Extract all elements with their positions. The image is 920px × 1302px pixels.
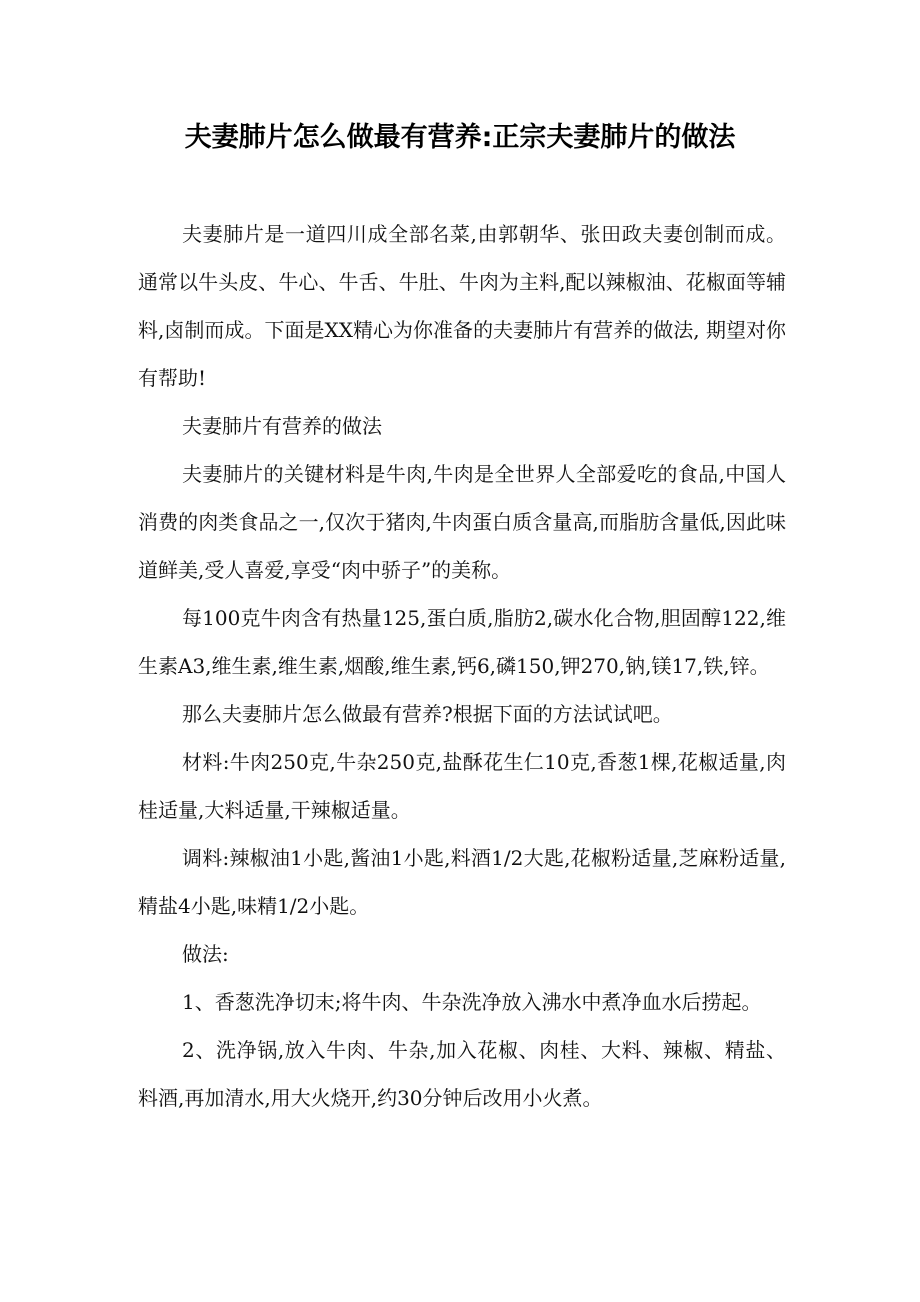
nutrition-paragraph: 每100克牛肉含有热量125,蛋白质,脂肪2,碳水化合物,胆固醇122,维生素A3,维生素,维生素,烟酸,维生素,钙6,磷150,钾270,钠,镁17,铁,锌。 <box>138 606 786 678</box>
section-heading: 夫妻肺片有营养的做法 <box>182 414 382 438</box>
document-body <box>138 210 786 1122</box>
seasonings-paragraph: 调料:辣椒油1小匙,酱油1小匙,料酒1/2大匙,花椒粉适量,芝麻粉适量,精盐4小匙,味精1/2小匙。 <box>138 846 786 918</box>
method-intro-paragraph: 那么夫妻肺片怎么做最有营养?根据下面的方法试试吧。 <box>182 702 673 726</box>
step-2-paragraph: 2、洗净锅,放入牛肉、牛杂,加入花椒、肉桂、大料、辣椒、精盐、料酒,再加清水,用大火烧开,约30分钟后改用小火煮。 <box>138 1038 786 1110</box>
intro-paragraph: 夫妻肺片是一道四川成全部名菜,由郭朝华、张田政夫妻创制而成。通常以牛头皮、牛心、牛舌、牛肚、牛肉为主料,配以辣椒油、花椒面等辅料,卤制而成。下面是XX精心为你准备的夫妻肺片有营养的做法, 期望对你有帮助! <box>138 222 786 390</box>
steps-heading: 做法: <box>182 942 229 966</box>
beef-description-paragraph: 夫妻肺片的关键材料是牛肉,牛肉是全世界人全部爱吃的食品,中国人消费的肉类食品之一,仅次于猪肉,牛肉蛋白质含量高,而脂肪含量低,因此味道鲜美,受人喜爱,享受“肉中骄子”的美称。 <box>138 462 786 582</box>
ingredients-paragraph: 材料:牛肉250克,牛杂250克,盐酥花生仁10克,香葱1棵,花椒适量,肉桂适量,大料适量,干辣椒适量。 <box>138 750 786 822</box>
document-title: 夫妻肺片怎么做最有营养:正宗夫妻肺片的做法 <box>184 122 736 153</box>
step-1-paragraph: 1、香葱洗净切末;将牛肉、牛杂洗净放入沸水中煮净血水后捞起。 <box>182 990 762 1014</box>
